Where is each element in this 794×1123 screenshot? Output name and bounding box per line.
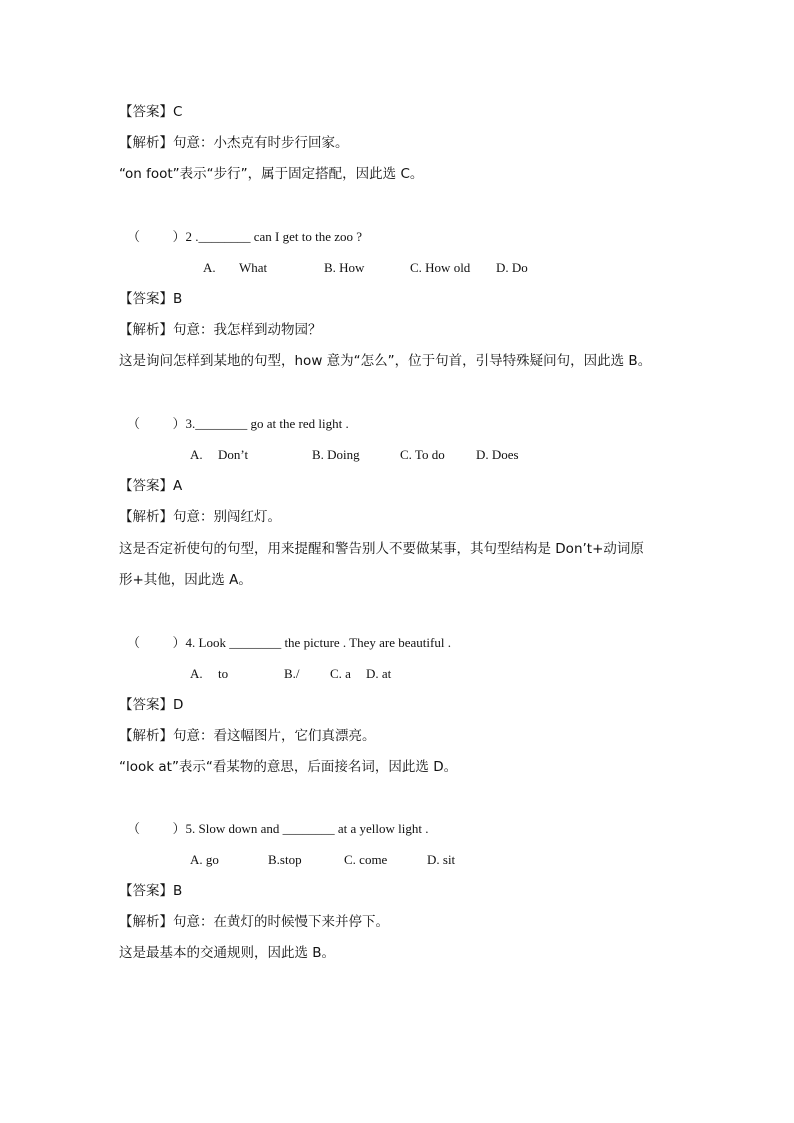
option: C. come xyxy=(344,852,388,867)
option: D. Do xyxy=(496,260,528,275)
answer-3: 【答案】A xyxy=(119,478,183,494)
explanation-1: “on foot”表示“步行”，属于固定搭配，因此选 C。 xyxy=(119,166,424,182)
option-text: What xyxy=(239,260,268,275)
option: C. a xyxy=(330,666,351,681)
analysis-3: 【解析】句意：别闯红灯。 xyxy=(119,509,281,525)
explanation-2: 这是询问怎样到某地的句型，how 意为“怎么”，位于句首，引导特殊疑问句，因此选 B。 xyxy=(119,353,652,369)
option: A. go xyxy=(190,852,219,867)
option-label: A. xyxy=(190,666,203,681)
analysis-2: 【解析】句意：我怎样到动物园？ xyxy=(119,322,322,338)
option: D. sit xyxy=(427,852,456,867)
analysis-1: 【解析】句意：小杰克有时步行回家。 xyxy=(119,135,349,151)
analysis-5: 【解析】句意：在黄灯的时候慢下来并停下。 xyxy=(119,914,389,930)
answer-1: 【答案】C xyxy=(119,104,183,120)
question-2: （ ）2 .________ can I get to the zoo ? xyxy=(127,229,363,244)
option-text: Don’t xyxy=(218,447,249,462)
question-4: （ ）4. Look ________ the picture . They are beautiful . xyxy=(127,635,451,650)
answer-5: 【答案】B xyxy=(119,883,183,899)
option: B. How xyxy=(324,260,365,275)
option-label: A. xyxy=(190,447,203,462)
answer-4: 【答案】D xyxy=(119,697,184,713)
explanation-5: 这是最基本的交通规则，因此选 B。 xyxy=(119,945,336,961)
answer-2: 【答案】B xyxy=(119,291,183,307)
explanation-3a: 这是否定祈使句的句型，用来提醒和警告别人不要做某事，其句型结构是 Don’t+动词原 xyxy=(119,541,644,557)
option: D. Does xyxy=(476,447,519,462)
option: C. How old xyxy=(410,260,471,275)
option-label: A. xyxy=(203,260,216,275)
analysis-4: 【解析】句意：看这幅图片，它们真漂亮。 xyxy=(119,728,376,744)
option: B.stop xyxy=(268,852,302,867)
question-3: （ ）3.________ go at the red light . xyxy=(127,416,349,431)
option: C. To do xyxy=(400,447,445,462)
option-text: to xyxy=(218,666,229,681)
option: D. at xyxy=(366,666,392,681)
explanation-4: “look at”表示“看某物的意思，后面接名词，因此选 D。 xyxy=(119,759,458,775)
question-5: （ ）5. Slow down and ________ at a yellow light . xyxy=(127,821,429,836)
explanation-3b: 形+其他，因此选 A。 xyxy=(119,572,252,588)
option: B. Doing xyxy=(312,447,360,462)
option: B./ xyxy=(284,666,300,681)
